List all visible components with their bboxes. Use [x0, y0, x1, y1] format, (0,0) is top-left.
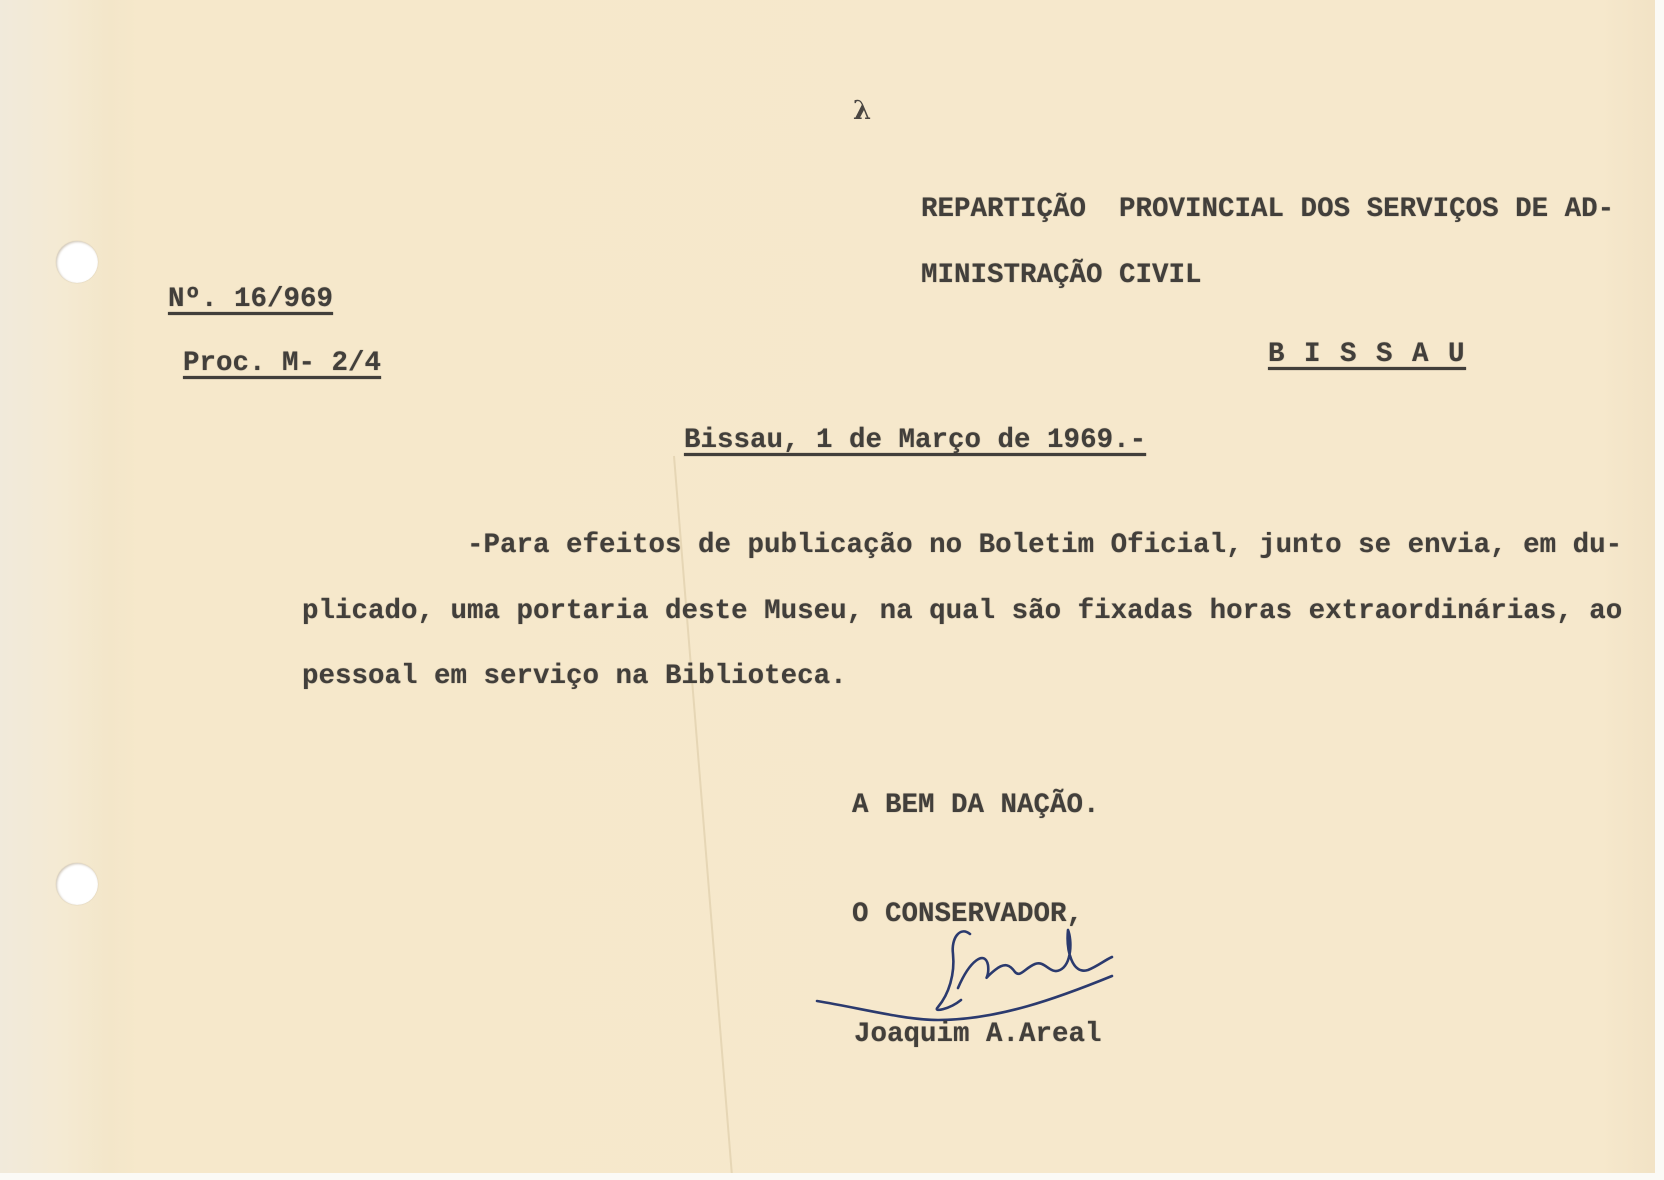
paper-edge-bottom	[0, 1173, 1664, 1180]
location-heading: B I S S A U	[1268, 339, 1467, 370]
header-line-2: MINISTRAÇÃO CIVIL	[921, 260, 1202, 291]
typed-mark: λ	[853, 96, 872, 126]
process-number: Proc. M- 2/4	[183, 348, 382, 379]
signatory-title: O CONSERVADOR,	[852, 899, 1084, 930]
body-line-2: plicado, uma portaria deste Museu, na qual são fixadas horas extraordinárias, ao	[302, 596, 1623, 627]
header-line-1: REPARTIÇÃO PROVINCIAL DOS SERVIÇOS DE AD-	[921, 194, 1615, 225]
paper-edge-right	[1655, 0, 1664, 1180]
body-line-3: pessoal em serviço na Biblioteca.	[302, 661, 847, 692]
handwritten-signature	[810, 920, 1120, 1035]
body-line-1: -Para efeitos de publicação no Boletim Oficial, junto se envia, em du-	[467, 530, 1623, 561]
punch-hole	[56, 863, 98, 905]
date-line: Bissau, 1 de Março de 1969.-	[684, 425, 1147, 456]
signatory-name: Joaquim A.Areal	[854, 1019, 1102, 1050]
punch-hole	[56, 241, 98, 283]
reference-number: Nº. 16/969	[168, 284, 334, 315]
closing-salutation: A BEM DA NAÇÃO.	[852, 790, 1100, 821]
